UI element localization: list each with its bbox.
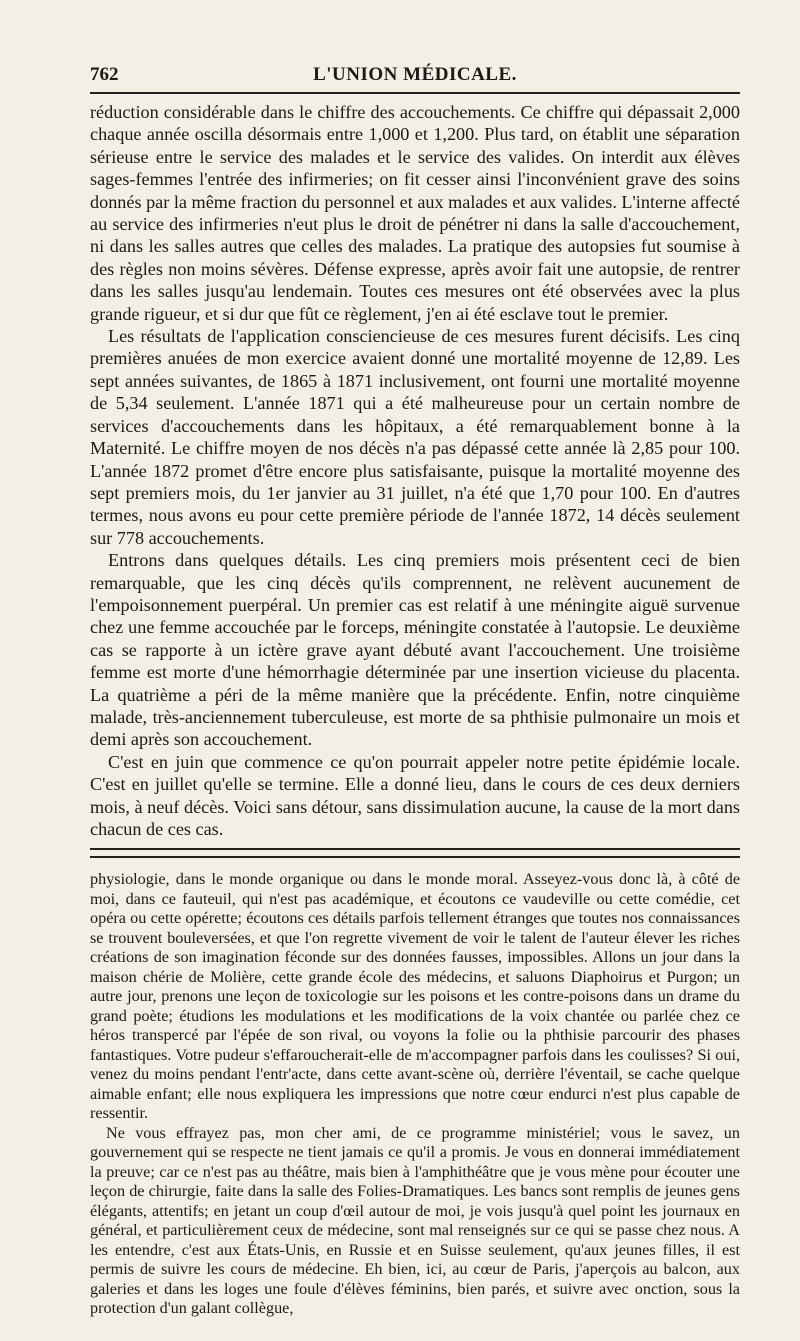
paragraph: C'est en juin que commence ce qu'on pourrait appeler notre petite épidémie locale. C'est en juillet qu'elle se termine. Elle a donné lieu, dans le cours de ces deux derniers mois, à neuf décès. Voici sans détour, sans dissimulation aucune, la cause de la mort dans chacun de ces cas. bbox=[90, 751, 740, 839]
paragraph: réduction considérable dans le chiffre des accouchements. Ce chiffre qui dépassait 2,000 chaque année oscilla désormais entre 1,000 et 1,200. Plus tard, on établit une séparation sérieuse entre le service des malades et le service des valides. On interdit aux élèves sages-femmes l'entrée des infirmeries; on fit cesser ainsi l'inconvénient grave des soins donnés par la même fraction du personnel et aux malades et aux valides. L'interne affecté au service des infirmeries n'eut plus le droit de pénétrer ni dans la salle d'accouchement, ni dans les salles autres que celles des malades. La pratique des autopsies fut soumise à des règles non moins sévères. Défense expresse, après avoir fait une autopsie, de rentrer dans les salles jusqu'au lendemain. Toutes ces mesures ont été observées avec la plus grande rigueur, et si dur que fût ce règlement, j'en ai été esclave tout le premier. bbox=[90, 102, 740, 324]
page-number: 762 bbox=[90, 64, 119, 85]
paragraph: Entrons dans quelques détails. Les cinq premiers mois présentent ceci de bien remarquable, que les cinq décès qu'ils comprennent, ne relèvent aucunement de l'empoisonnement puerpéral. Un premier cas est relatif à une méningite aiguë survenue chez une femme accouchée par le forceps, méningite constatée à l'autopsie. Le deuxième cas se rapporte à un ictère grave ayant débuté avant l'accouchement. Une troisième femme est morte d'une hémorrhagie déterminée par une insertion vicieuse du placenta. La quatrième a péri de la même manière que la précédente. Enfin, notre cinquième malade, très-anciennement tuberculeuse, est morte de sa phthisie pulmonaire un mois et demi après son accouchement. bbox=[90, 550, 740, 750]
feuilleton-separator bbox=[90, 848, 740, 858]
journal-title: L'UNION MÉDICALE. bbox=[313, 64, 517, 85]
paragraph: Ne vous effrayez pas, mon cher ami, de ce programme ministériel; vous le savez, un gouvernement qui se respecte ne tient jamais ce qu'il a promis. Je vous en donnerai immédiatement la preuve; car ce n'est pas au théâtre, mais bien à l'amphithéâtre que je vous mène pour écouter une leçon de chirurgie, faite dans la salle des Folies-Dramatiques. Les bancs sont remplis de jeunes gens élégants, attentifs; en jetant un coup d'œil autour de moi, je vois jusqu'à quel point les journaux en général, et particulièrement ceux de médecine, sont mal renseignés sur ce qui se passe chez nous. A les entendre, c'est aux États-Unis, en Russie et en Suisse seulement, qu'aux jeunes filles, il est permis de suivre les cours de médecine. Eh bien, ici, au cœur de Paris, j'aperçois au balcon, aux galeries et dans les loges une foule d'élèves féminins, bien parés, et suivre avec onction, sous la protection d'un galant collègue, bbox=[90, 1123, 740, 1317]
header-rule bbox=[90, 92, 740, 94]
main-article bbox=[90, 101, 740, 840]
page-header bbox=[90, 56, 740, 86]
feuilleton-article bbox=[90, 870, 740, 1319]
paragraph: Les résultats de l'application consciencieuse de ces mesures furent décisifs. Les cinq premières anuées de mon exercice avaient donné une mortalité moyenne de 12,89. Les sept années suivantes, de 1865 à 1871 inclusivement, ont fourni une mortalité moyenne de 5,34 seulement. L'année 1871 qui a été malheureuse pour un certain nombre de services d'accouchements dans les hôpitaux, a été remarquablement bonne à la Maternité. Le chiffre moyen de nos décès n'a pas dépassé cette année là 2,85 pour 100. L'année 1872 promet d'être encore plus satisfaisante, puisque la mortalité moyenne des sept premiers mois, du 1er janvier au 31 juillet, n'a été que 1,70 pour 100. En d'autres termes, nous avons eu pour cette première période de l'année 1872, 14 décès seulement sur 778 accouchements. bbox=[90, 326, 740, 548]
paragraph: physiologie, dans le monde organique ou dans le monde moral. Asseyez-vous donc là, à côté de moi, dans ce fauteuil, qui n'est pas académique, et écoutons ce vaudeville ou cette comédie, cet opéra ou cette opérette; écoutons ces détails parfois tellement étranges que toutes nos connaissances se trouvent bouleversées, et que l'on regrette vivement de voir le talent de l'auteur élever les riches créations de son imagination féconde sur des données fausses, impossibles. Allons un jour dans la maison chérie de Molière, cette grande école des médecins, et saluons Diaphoirus et Purgon; un autre jour, prenons une leçon de toxicologie sur les poisons et les contre-poisons dans un drame du grand poète; étudions les modulations et les modifications de la voix chantée ou parlée chez ce héros transpercé par l'épée de son rival, ou voyons la folie ou la phthisie parcourir des phases fantastiques. Votre pudeur s'effaroucherait-elle de m'accompagner parfois dans les coulisses? Si oui, venez du moins pendant l'entr'acte, dans cette avant-scène où, derrière l'éventail, se cache quelque aimable enfant; elle nous expliquera les impressions que notre cœur endurci n'est plus capable de ressentir. bbox=[90, 870, 740, 1122]
